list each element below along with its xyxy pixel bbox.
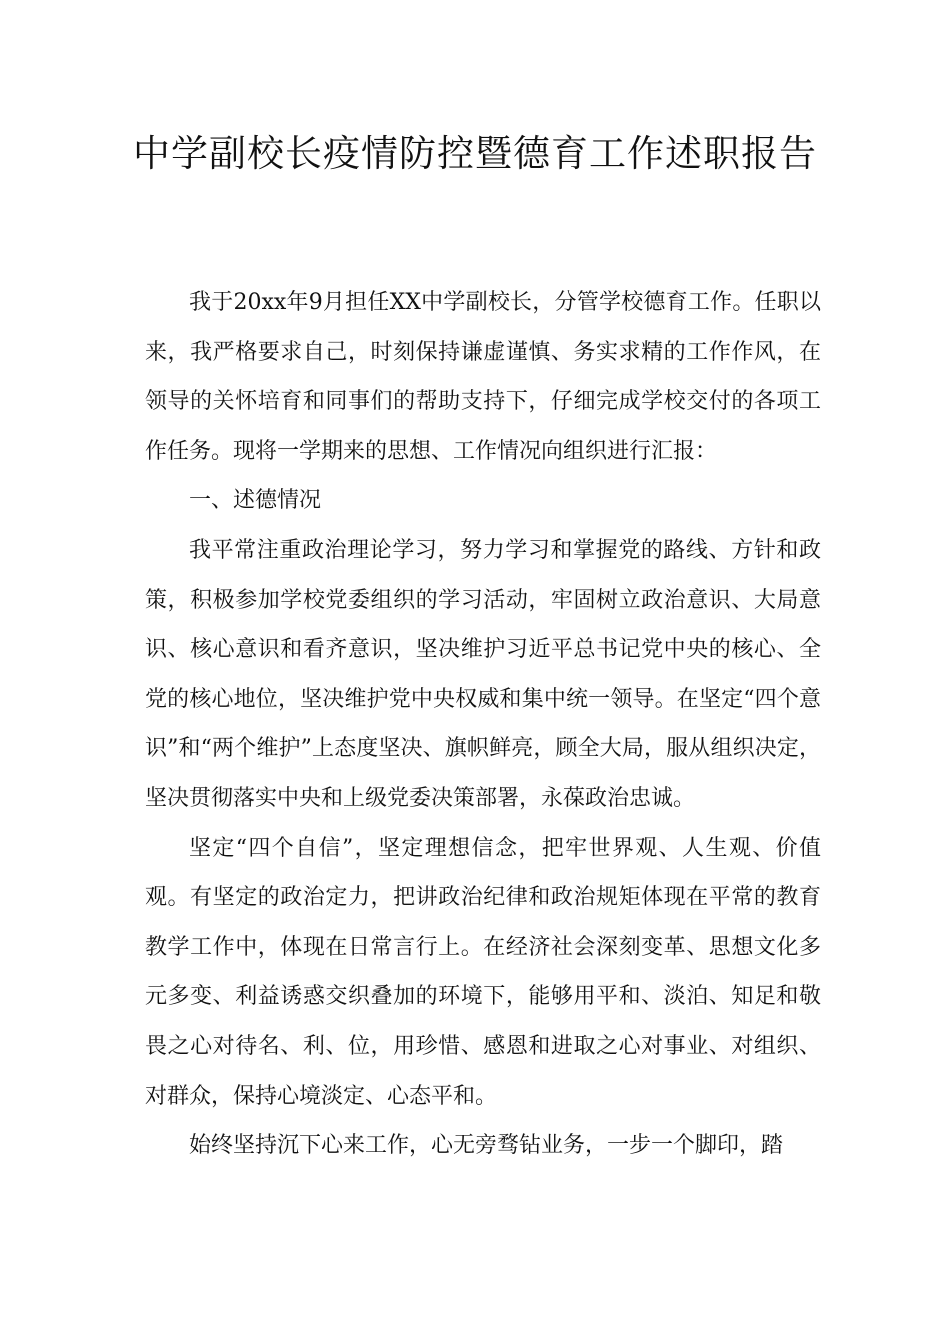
- paragraph-intro: 我于20xx年9月担任XX中学副校长，分管学校德育工作。任职以来，我严格要求自己，时刻保持谦虚谨慎、务实求精的工作作风，在领导的关怀培育和同事们的帮助支持下，仔细完成学校交付的各项工作任务。现将一学期来的思想、工作情况向组织进行汇报：: [145, 290, 821, 464]
- document-body: [145, 278, 821, 1171]
- paragraph-four-confidences: 坚定“四个自信”，坚定理想信念，把牢世界观、人生观、价值观。有坚定的政治定力，把讲政治纪律和政治规矩体现在平常的教育教学工作中，体现在日常言行上。在经济社会深刻变革、思想文化多元多变、利益诱惑交织叠加的环境下，能够用平和、淡泊、知足和敬畏之心对待名、利、位，用珍惜、感恩和进取之心对事业、对组织、对群众，保持心境淡定、心态平和。: [145, 835, 821, 1109]
- paragraph-work-attitude: 始终坚持沉下心来工作，心无旁骛钻业务，一步一个脚印，踏: [189, 1133, 784, 1159]
- paragraph-political-study: 我平常注重政治理论学习，努力学习和掌握党的路线、方针和政策，积极参加学校党委组织的学习活动，牢固树立政治意识、大局意识、核心意识和看齐意识，坚决维护习近平总书记党中央的核心、全党的核心地位，坚决维护党中央权威和集中统一领导。在坚定“四个意识”和“两个维护”上态度坚决、旗帜鲜亮，顾全大局，服从组织决定，坚决贯彻落实中央和上级党委决策部署，永葆政治忠诚。: [145, 537, 821, 811]
- section-heading-moral: 一、述德情况: [189, 488, 322, 514]
- document-title: 中学副校长疫情防控暨德育工作述职报告: [133, 132, 817, 175]
